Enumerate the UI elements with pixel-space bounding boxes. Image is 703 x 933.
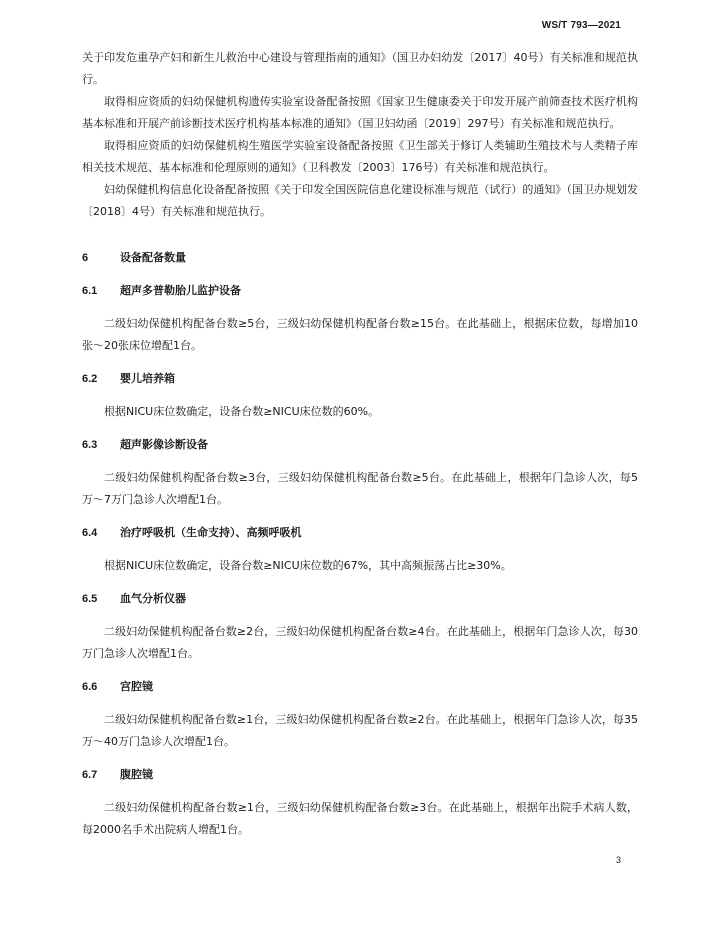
subsection-heading (82, 368, 638, 390)
section-heading (82, 247, 638, 269)
subsection-heading (82, 280, 638, 302)
subsection-text: 根据NICU床位数确定，设备台数≥NICU床位数的67%，其中高频振荡占比≥30%。 (104, 559, 512, 572)
subsection-title: 治疗呼吸机（生命支持）、高频呼吸机 (120, 526, 302, 539)
subsection-number: 6.4 (82, 527, 98, 539)
subsection-title: 血气分析仪器 (120, 592, 186, 605)
intro-paragraph-continued: 关于印发危重孕产妇和新生儿救治中心建设与管理指南的通知》（国卫办妇幼发〔2017〕40号）有关标准和规范执行。 (82, 51, 638, 86)
subsection-text: 二级妇幼保健机构配备台数≥3台，三级妇幼保健机构配备台数≥5台。在此基础上，根据年门急诊人次，每5万～7万门急诊人次增配1台。 (82, 471, 638, 506)
subsection-number: 6.7 (82, 769, 98, 781)
document-code: WS/T 793—2021 (541, 20, 621, 31)
subsection-text: 根据NICU床位数确定，设备台数≥NICU床位数的60%。 (104, 405, 380, 418)
subsection-heading (82, 434, 638, 456)
subsection-number: 6.3 (82, 439, 98, 451)
subsection-heading (82, 764, 638, 786)
section-number: 6 (82, 252, 89, 264)
page-number: 3 (615, 855, 621, 865)
subsection-text: 二级妇幼保健机构配备台数≥2台，三级妇幼保健机构配备台数≥4台。在此基础上，根据年门急诊人次，每30万门急诊人次增配1台。 (82, 625, 638, 660)
intro-paragraph: 取得相应资质的妇幼保健机构遗传实验室设备配备按照《国家卫生健康委关于印发开展产前筛查技术医疗机构基本标准和开展产前诊断技术医疗机构基本标准的通知》（国卫妇幼函〔2019〕297号）有关标准和规范执行。 (82, 95, 638, 130)
document-body (82, 47, 638, 841)
subsection-heading (82, 676, 638, 698)
subsection-title: 宫腔镜 (120, 680, 153, 693)
subsection-text: 二级妇幼保健机构配备台数≥1台，三级妇幼保健机构配备台数≥3台。在此基础上，根据年出院手术病人数，每2000名手术出院病人增配1台。 (82, 801, 638, 836)
intro-paragraph: 妇幼保健机构信息化设备配备按照《关于印发全国医院信息化建设标准与规范（试行）的通知》（国卫办规划发〔2018〕4号）有关标准和规范执行。 (82, 183, 638, 218)
intro-paragraph: 取得相应资质的妇幼保健机构生殖医学实验室设备配备按照《卫生部关于修订人类辅助生殖技术与人类精子库相关技术规范、基本标准和伦理原则的通知》（卫科教发〔2003〕176号）有关标准和规范执行。 (82, 139, 638, 174)
subsection-number: 6.6 (82, 681, 98, 693)
subsection-title: 超声影像诊断设备 (120, 438, 208, 451)
subsection-number: 6.5 (82, 593, 98, 605)
subsection-title: 超声多普勒胎儿监护设备 (120, 284, 241, 297)
subsection-text: 二级妇幼保健机构配备台数≥1台，三级妇幼保健机构配备台数≥2台。在此基础上，根据年门急诊人次，每35万～40万门急诊人次增配1台。 (82, 713, 638, 748)
section-title: 设备配备数量 (120, 251, 186, 264)
subsection-title: 婴儿培养箱 (120, 372, 175, 385)
subsection-number: 6.2 (82, 373, 98, 385)
subsection-heading (82, 522, 638, 544)
subsection-heading (82, 588, 638, 610)
subsection-title: 腹腔镜 (120, 768, 153, 781)
subsection-text: 二级妇幼保健机构配备台数≥5台，三级妇幼保健机构配备台数≥15台。在此基础上，根据床位数，每增加10张～20张床位增配1台。 (82, 317, 638, 352)
subsection-number: 6.1 (82, 285, 98, 297)
